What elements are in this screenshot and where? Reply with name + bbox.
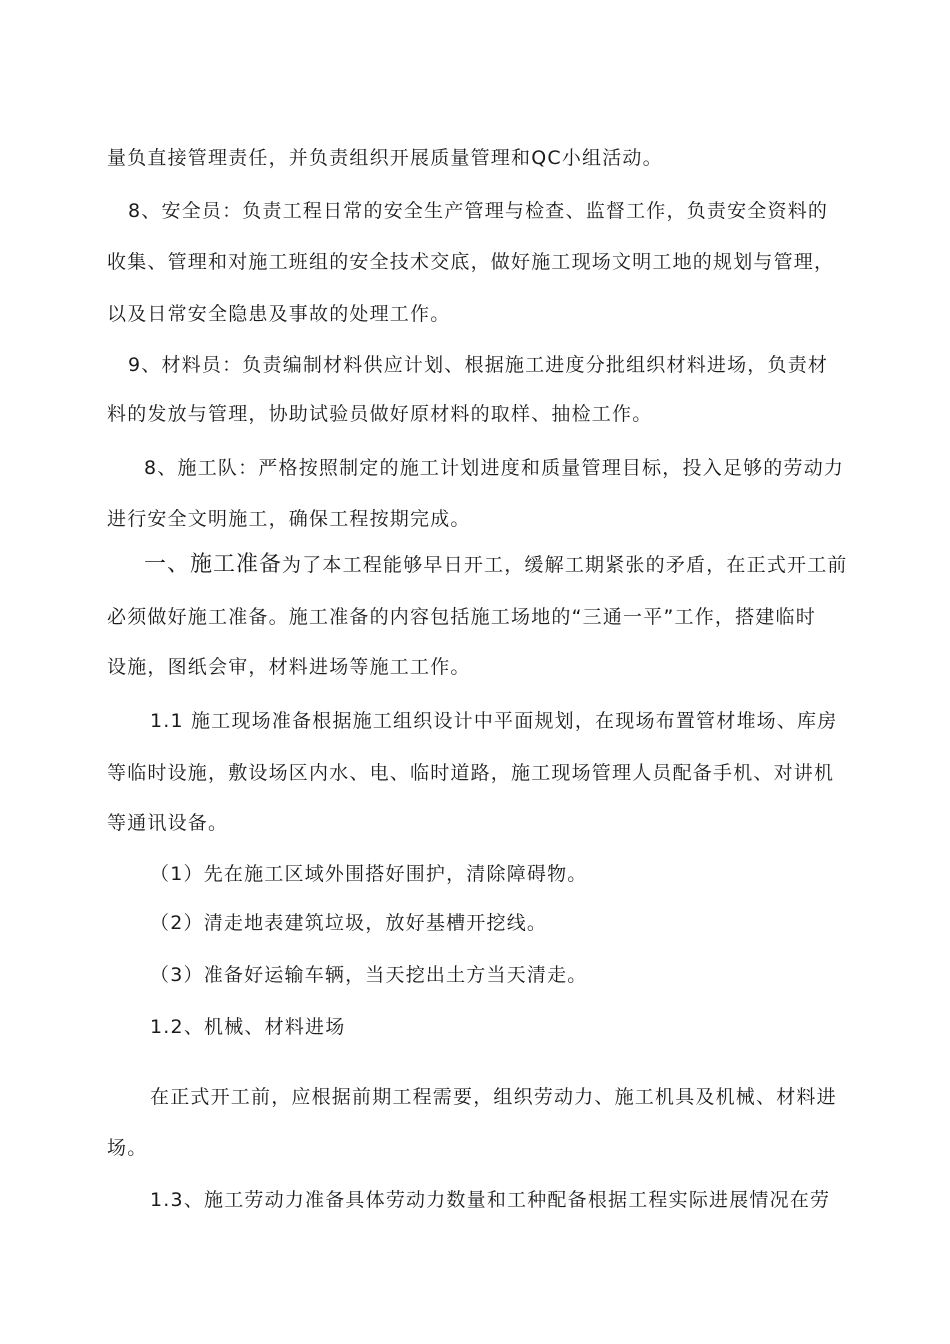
- paragraph-line: 8、施工队：严格按照制定的施工计划进度和质量管理目标，投入足够的劳动力: [144, 457, 845, 479]
- paragraph-line: 等临时设施，敷设场区内水、电、临时道路，施工现场管理人员配备手机、对讲机: [107, 762, 835, 784]
- paragraph-line: 进行安全文明施工，确保工程按期完成。: [107, 508, 471, 530]
- paragraph-line: 8、安全员：负责工程日常的安全生产管理与检查、监督工作，负责安全资料的: [128, 200, 829, 222]
- paragraph-line: 等通讯设备。: [107, 812, 229, 834]
- subsection-heading: 1.2、机械、材料进场: [150, 1016, 346, 1038]
- paragraph-line: 在正式开工前，应根据前期工程需要，组织劳动力、施工机具及机械、材料进: [150, 1086, 837, 1108]
- paragraph-line: 料的发放与管理，协助试验员做好原材料的取样、抽检工作。: [107, 403, 653, 425]
- paragraph-line: 量负直接管理责任，并负责组织开展质量管理和QC小组活动。: [107, 147, 663, 169]
- list-item: （3）准备好运输车辆，当天挖出土方当天清走。: [150, 964, 588, 986]
- paragraph-line: 9、材料员：负责编制材料供应计划、根据施工进度分批组织材料进场，负责材: [128, 354, 829, 376]
- section-heading: 一、施工准备: [144, 552, 283, 577]
- paragraph-line: 设施，图纸会审，材料进场等施工工作。: [107, 656, 471, 678]
- list-item: （2）清走地表建筑垃圾，放好基槽开挖线。: [150, 912, 548, 934]
- section-heading-line: [144, 553, 848, 577]
- list-item: （1）先在施工区域外围搭好围护，清除障碍物。: [150, 863, 588, 885]
- paragraph-line: 1.3、施工劳动力准备具体劳动力数量和工种配备根据工程实际进展情况在劳: [150, 1189, 831, 1211]
- paragraph-text: 为了本工程能够早日开工，缓解工期紧张的矛盾，在正式开工前: [282, 554, 848, 576]
- paragraph-line: 必须做好施工准备。施工准备的内容包括施工场地的“三通一平”工作，搭建临时: [107, 606, 816, 628]
- paragraph-line: 1.1 施工现场准备根据施工组织设计中平面规划，在现场布置管材堆场、库房: [150, 710, 838, 732]
- paragraph-line: 以及日常安全隐患及事故的处理工作。: [107, 303, 451, 325]
- paragraph-line: 收集、管理和对施工班组的安全技术交底，做好施工现场文明工地的规划与管理，: [107, 251, 835, 273]
- paragraph-line: 场。: [107, 1137, 148, 1159]
